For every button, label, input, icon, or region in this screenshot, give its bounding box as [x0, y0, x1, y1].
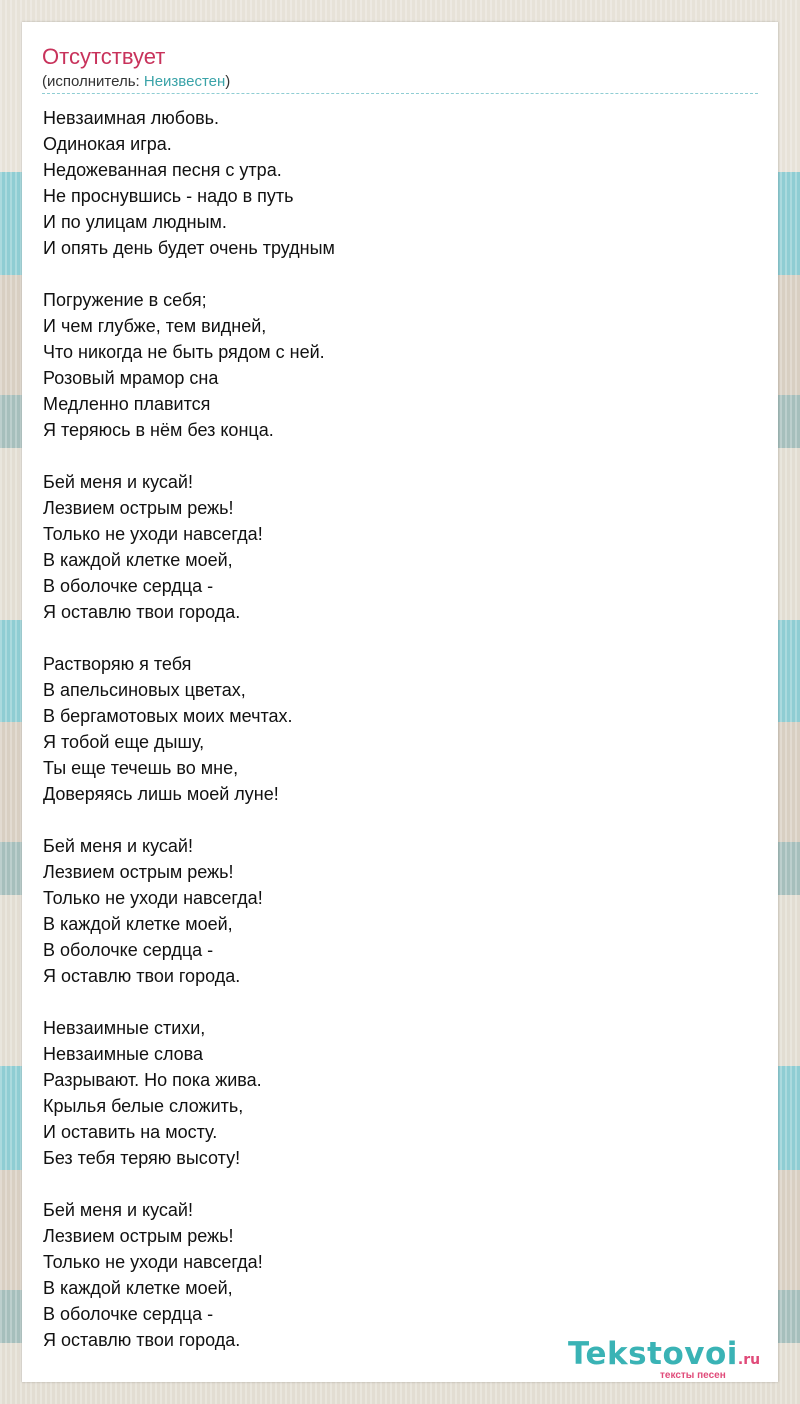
- header-divider: [42, 93, 758, 94]
- lyric-line: Разрывают. Но пока жива.: [43, 1070, 262, 1090]
- lyric-line: Я теряюсь в нём без конца.: [43, 420, 274, 440]
- lyric-line: Лезвием острым режь!: [43, 498, 234, 518]
- verse: [43, 651, 335, 807]
- lyric-line: И чем глубже, тем видней,: [43, 316, 267, 336]
- lyric-line: Медленно плавится: [43, 394, 211, 414]
- lyric-line: В каждой клетке моей,: [43, 914, 233, 934]
- lyric-line: Я оставлю твои города.: [43, 966, 241, 986]
- lyric-line: Без тебя теряю высоту!: [43, 1148, 241, 1168]
- lyric-line: Лезвием острым режь!: [43, 862, 234, 882]
- verse: [43, 1197, 335, 1353]
- logo-tagline: тексты песен: [660, 1370, 726, 1381]
- artist-prefix: (исполнитель:: [42, 73, 144, 90]
- lyric-line: Только не уходи навсегда!: [43, 888, 263, 908]
- lyric-line: Погружение в себя;: [43, 290, 207, 310]
- lyric-line: В апельсиновых цветах,: [43, 680, 246, 700]
- lyric-line: Бей меня и кусай!: [43, 1200, 193, 1220]
- artist-link[interactable]: Неизвестен: [143, 73, 226, 90]
- lyric-line: Я оставлю твои города.: [43, 602, 241, 622]
- lyric-line: В каждой клетке моей,: [43, 1278, 233, 1298]
- artist-line: [42, 73, 230, 91]
- lyrics-card: [22, 22, 778, 1382]
- lyric-line: Лезвием острым режь!: [43, 1226, 234, 1246]
- lyric-line: В бергамотовых моих мечтах.: [43, 706, 293, 726]
- lyric-line: Растворяю я тебя: [43, 654, 192, 674]
- verse: [43, 287, 335, 443]
- lyric-line: Не проснувшись - надо в путь: [43, 186, 294, 206]
- site-logo[interactable]: [568, 1336, 778, 1381]
- artist-suffix: ): [225, 73, 231, 90]
- lyric-line: Я оставлю твои города.: [43, 1330, 241, 1350]
- lyric-line: Невзаимные слова: [43, 1044, 204, 1064]
- verse: [43, 105, 335, 261]
- lyric-line: И опять день будет очень трудным: [43, 238, 335, 258]
- lyric-line: Только не уходи навсегда!: [43, 1252, 263, 1272]
- lyric-line: Невзаимная любовь.: [43, 108, 220, 128]
- lyric-line: И по улицам людным.: [43, 212, 227, 232]
- lyrics-text: [43, 105, 335, 1379]
- lyric-line: Крылья белые сложить,: [43, 1096, 244, 1116]
- lyric-line: Доверяясь лишь моей луне!: [43, 784, 279, 804]
- lyric-line: В каждой клетке моей,: [43, 550, 233, 570]
- lyric-line: Я тобой еще дышу,: [43, 732, 205, 752]
- lyric-line: Только не уходи навсегда!: [43, 524, 263, 544]
- lyric-line: Ты еще течешь во мне,: [43, 758, 239, 778]
- lyric-line: И оставить на мосту.: [43, 1122, 218, 1142]
- logo-name: Tekstovoi: [568, 1336, 738, 1372]
- lyric-line: Недожеванная песня с утра.: [43, 160, 282, 180]
- lyric-line: Розовый мрамор сна: [43, 368, 219, 388]
- lyric-line: Бей меня и кусай!: [43, 472, 193, 492]
- lyric-line: Что никогда не быть рядом с ней.: [43, 342, 325, 362]
- logo-tld: .ru: [737, 1352, 761, 1368]
- lyric-line: В оболочке сердца -: [43, 1304, 214, 1324]
- verse: [43, 1015, 335, 1171]
- lyric-line: В оболочке сердца -: [43, 576, 214, 596]
- verse: [43, 833, 335, 989]
- lyric-line: Одинокая игра.: [43, 134, 172, 154]
- lyric-line: Невзаимные стихи,: [43, 1018, 206, 1038]
- lyric-line: В оболочке сердца -: [43, 940, 214, 960]
- lyric-line: Бей меня и кусай!: [43, 836, 193, 856]
- song-title: Отсутствует: [42, 44, 166, 69]
- verse: [43, 469, 335, 625]
